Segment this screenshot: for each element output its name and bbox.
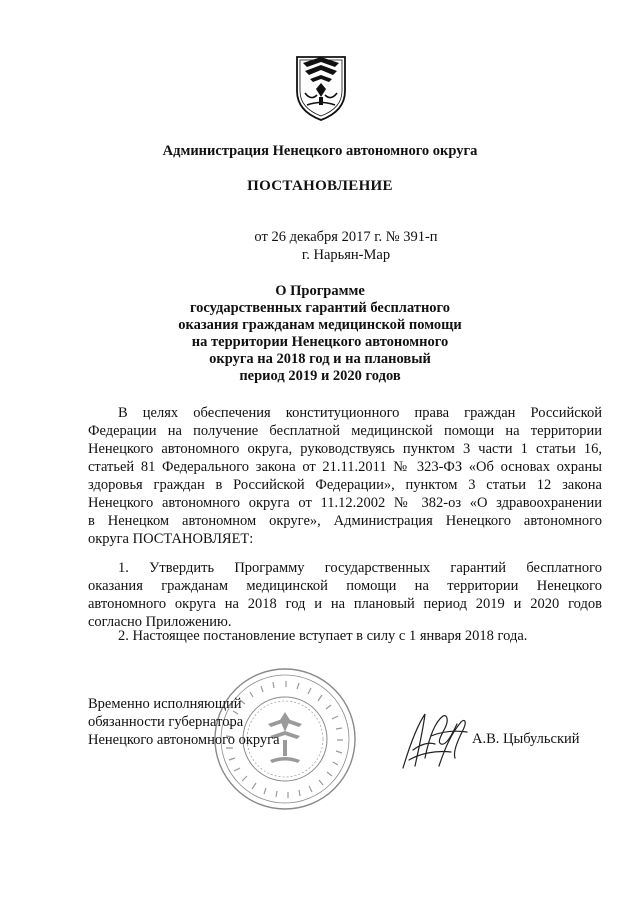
item-2-paragraph (88, 627, 602, 645)
paragraph-line: здоровья граждан в Российской Федерации», пунктом 3 статьи 12 закона (88, 477, 602, 493)
paragraph-line: автономного округа на 2018 год и на плановый период 2019 и 2020 годов (88, 596, 602, 612)
paragraph-line: Федерации на получение бесплатной медицинской помощи на территории (88, 423, 602, 439)
paragraph-line: 2. Настоящее постановление вступает в силу с 1 января 2018 года. (118, 628, 528, 644)
title-line: государственных гарантий бесплатного (189, 300, 451, 316)
title-line: округа на 2018 год и на плановый (209, 351, 431, 367)
paragraph-line: оказания гражданам медицинской помощи на территории Ненецкого (88, 578, 602, 594)
title-line: оказания гражданам медицинской помощи (178, 317, 462, 333)
document-type: ПОСТАНОВЛЕНИЕ (247, 178, 393, 194)
organization-name: Администрация Ненецкого автономного округа (162, 143, 478, 159)
signatory-position (88, 695, 280, 749)
paragraph-line: согласно Приложению. (88, 614, 232, 630)
coat-of-arms-icon (293, 53, 349, 123)
paragraph-line: В целях обеспечения конституционного права граждан Российской (118, 405, 602, 421)
paragraph-line: статьей 81 Федерального закона от 21.11.2011 № 323-ФЗ «Об основах охраны (88, 459, 602, 475)
paragraph-line: в Ненецком автономном округе», Администрация Ненецкого автономного (88, 513, 602, 529)
paragraph-line: Ненецкого автономного округа от 11.12.2002 № 382-оз «О здравоохранении (88, 495, 602, 511)
handwritten-signature (395, 708, 475, 773)
preamble-paragraph (88, 404, 602, 548)
paragraph-line: 1. Утвердить Программу государственных гарантий бесплатного (118, 560, 602, 576)
title-line: на территории Ненецкого автономного (191, 334, 449, 350)
paragraph-line: Ненецкого автономного округа, руководствуясь пунктом 3 части 1 статьи 16, (88, 441, 602, 457)
position-line: обязанности губернатора (88, 714, 244, 730)
document-title (0, 283, 640, 385)
position-line: Временно исполняющий (88, 696, 242, 712)
position-line: Ненецкого автономного округа (88, 732, 280, 748)
document-date-number: от 26 декабря 2017 г. № 391-п (254, 229, 438, 245)
title-line: О Программе (275, 283, 365, 299)
signer-name: А.В. Цыбульский (472, 731, 580, 747)
item-1-paragraph (88, 559, 602, 631)
document-city: г. Нарьян-Мар (301, 247, 391, 263)
paragraph-line: округа ПОСТАНОВЛЯЕТ: (88, 531, 254, 547)
title-line: период 2019 и 2020 годов (239, 368, 401, 384)
